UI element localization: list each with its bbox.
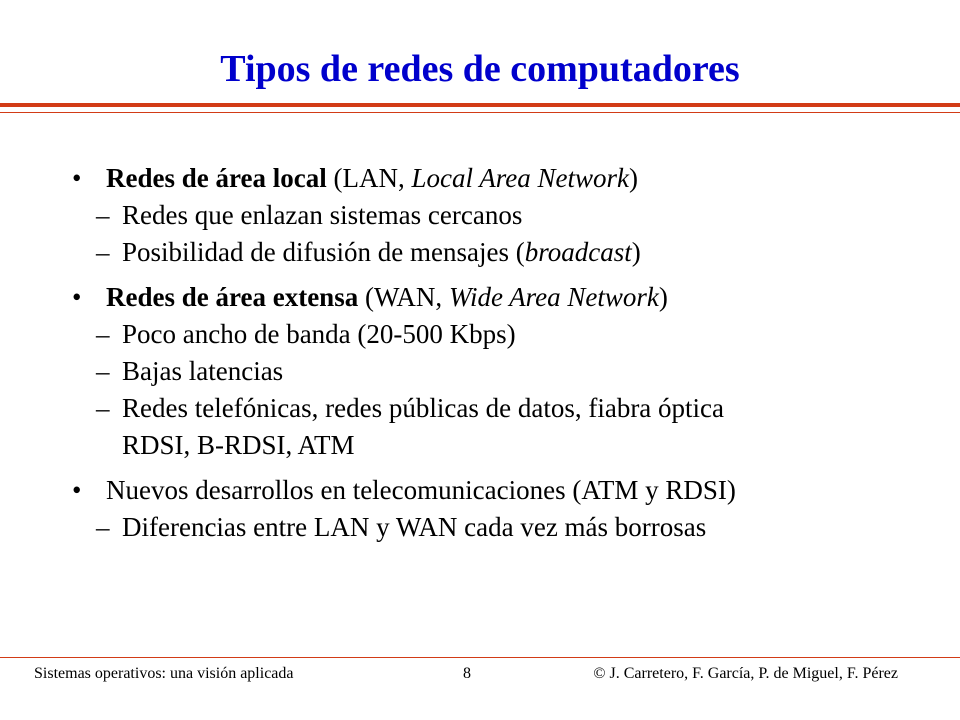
sub-item (80, 316, 936, 353)
bullet-bold-text: Redes de área local (106, 163, 327, 193)
dash-marker: – (96, 200, 110, 230)
bullet-marker: • (72, 163, 82, 193)
sub-item-text: Poco ancho de banda (20-500 Kbps) (122, 319, 516, 349)
dash-marker: – (96, 393, 110, 423)
bullet-line (72, 472, 936, 509)
bullet-text: ) (658, 282, 668, 312)
page-number: 8 (463, 665, 471, 682)
title-divider-thin (0, 112, 960, 113)
footer-copyright: © J. Carretero, F. García, P. de Miguel, F. Pérez (593, 665, 898, 682)
bullet-text: (WAN, (358, 282, 449, 312)
dash-marker: – (96, 512, 110, 542)
sub-item-text: Redes telefónicas, redes públicas de datos, fiabra óptica (122, 393, 725, 423)
sub-item (80, 197, 936, 234)
title-divider (0, 103, 960, 107)
slide-body (72, 160, 936, 546)
bullet-marker: • (72, 475, 82, 505)
sub-item-text: ) (631, 237, 641, 267)
bullet-text: (LAN, (326, 163, 412, 193)
bullet-italic-text: Wide Area Network (448, 282, 659, 312)
dash-marker: – (96, 356, 110, 386)
dash-marker: – (96, 319, 110, 349)
sub-item-continuation: RDSI, B-RDSI, ATM (122, 430, 355, 460)
sub-item (80, 390, 936, 427)
bullet-lan (72, 160, 936, 271)
footer-book-title: Sistemas operativos: una visión aplicada (34, 665, 294, 682)
sub-item-text: Bajas latencias (122, 356, 284, 386)
sub-item-text: Diferencias entre LAN y WAN cada vez más borrosas (122, 512, 707, 542)
sub-item (80, 509, 936, 546)
sub-item-italic: broadcast (524, 237, 632, 267)
bullet-line (72, 160, 936, 197)
sub-item-text: Redes que enlazan sistemas cercanos (122, 200, 523, 230)
bullet-line (72, 279, 936, 316)
bullet-text: Nuevos desarrollos en telecomunicaciones (ATM y RDSI) (106, 475, 736, 505)
sub-item (80, 234, 936, 271)
slide-title: Tipos de redes de computadores (220, 48, 740, 90)
bullet-marker: • (72, 282, 82, 312)
sub-item (80, 353, 936, 390)
bullet-bold-text: Redes de área extensa (106, 282, 359, 312)
dash-marker: – (96, 237, 110, 267)
bullet-text: ) (628, 163, 638, 193)
bullet-wan (72, 279, 936, 464)
bullet-new-developments (72, 472, 936, 546)
footer-divider (0, 657, 960, 658)
sub-item-text: Posibilidad de difusión de mensajes ( (122, 237, 525, 267)
bullet-italic-text: Local Area Network (411, 163, 629, 193)
